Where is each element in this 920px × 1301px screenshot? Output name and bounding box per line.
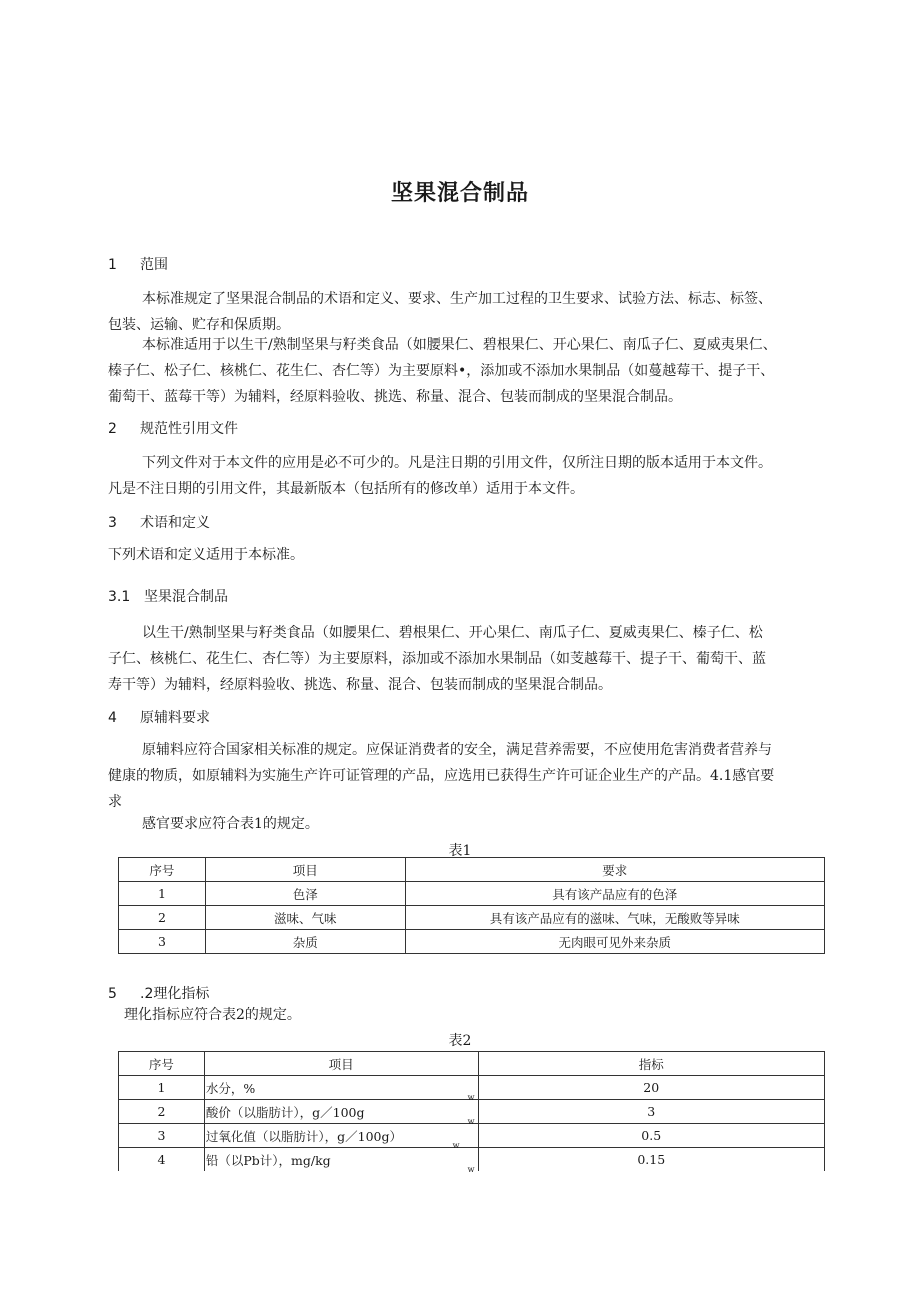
w-symbol: w [452, 1141, 460, 1150]
section-1-paragraph-2: 本标准适用于以生干/熟制坚果与籽类食品（如腰果仁、碧根果仁、开心果仁、南瓜子仁、夏威夷果仁、 榛子仁、松子仁、核桃仁、花生仁、杏仁等）为主要原料•，添加或不添加水果制品（如蔓越莓干、提子干、 葡萄干、蓝莓干等）为辅料，经原料验收、挑选、称量、混合、包装而制成的坚果混合制品。 [108, 337, 777, 405]
section-title: 坚果混合制品 [144, 589, 228, 605]
header-cell: 要求 [405, 858, 824, 882]
table-cell: 3 [119, 1124, 205, 1148]
section-1-heading [108, 254, 168, 274]
table-cell: 20 [478, 1076, 825, 1100]
section-3-1-heading [108, 586, 228, 606]
section-number: 1 [108, 257, 117, 273]
table-row [119, 1076, 825, 1100]
section-1-paragraph-1: 本标准规定了坚果混合制品的术语和定义、要求、生产加工过程的卫生要求、试验方法、标志、标签、 包装、运输、贮存和保质期。 [108, 291, 772, 333]
section-4-1-paragraph: 感官要求应符合表1的规定。 [142, 816, 319, 832]
header-cell: 序号 [119, 858, 206, 882]
section-number: 3.1 [108, 589, 131, 605]
table-cell: 2 [119, 1100, 205, 1124]
section-2-paragraph: 下列文件对于本文件的应用是必不可少的。凡是注日期的引用文件，仅所注日期的版本适用于本文件。 凡是不注日期的引用文件，其最新版本（包括所有的修改单）适用于本文件。 [108, 455, 772, 497]
header-cell: 项目 [205, 858, 405, 882]
document-title: 坚果混合制品 [390, 181, 529, 206]
section-5-paragraph: 理化指标应符合表2的规定。 [124, 1007, 301, 1023]
section-title: 术语和定义 [140, 515, 210, 531]
table-cell: 具有该产品应有的滋味、气味，无酸败等异味 [405, 906, 824, 930]
section-3-heading [108, 512, 210, 532]
table-cell: 4 [119, 1148, 205, 1172]
table-cell: 杂质 [205, 930, 405, 954]
w-symbol: w [467, 1093, 475, 1102]
table-row [119, 1148, 825, 1172]
table-cell: 1 [119, 1076, 205, 1100]
table-header-row [119, 1052, 825, 1076]
table-row [119, 882, 825, 906]
w-symbol: w [467, 1165, 475, 1174]
header-cell: 项目 [204, 1052, 478, 1076]
table-cell: 过氧化值（以脂肪计），g／100g） w [204, 1124, 478, 1148]
table-cell: 水分，% w [204, 1076, 478, 1100]
table-cell: 0.5 [478, 1124, 825, 1148]
section-5-heading [108, 983, 209, 1003]
table-cell: 酸价（以脂肪计），g／100g w [204, 1100, 478, 1124]
table-1-caption: 表1 [448, 843, 472, 859]
section-number: 5 [108, 986, 117, 1002]
section-title: 范围 [140, 257, 168, 273]
table-row [119, 906, 825, 930]
section-title: 原辅料要求 [140, 710, 210, 726]
w-symbol: w [467, 1117, 475, 1126]
section-number: 4 [108, 710, 117, 726]
table-row [119, 930, 825, 954]
header-cell: 序号 [119, 1052, 205, 1076]
section-4-heading [108, 707, 210, 727]
table-2 [118, 1051, 825, 1174]
table-cell: 0.15 [478, 1148, 825, 1172]
section-3-1-paragraph: 以生干/熟制坚果与籽类食品（如腰果仁、碧根果仁、开心果仁、南瓜子仁、夏威夷果仁、榛子仁、松 子仁、核桃仁、花生仁、杏仁等）为主要原料，添加或不添加水果制品（如芰越莓干、提子干、葡萄干、蓝 寿干等）为辅料，经原料验收、挑选、称量、混合、包装而制成的坚果混合制品。 [108, 625, 766, 693]
table-1 [118, 857, 825, 954]
table-cell: 2 [119, 906, 206, 930]
section-4-paragraph: 原辅料应符合国家相关标准的规定。应保证消费者的安全，满足营养需要，不应使用危害消费者营养与 健康的物质，如原辅料为实施生产许可证管理的产品，应选用已获得生产许可证企业生产的产品。4.1感官要 求 [108, 742, 775, 810]
table-cell: 1 [119, 882, 206, 906]
table-row [119, 1100, 825, 1124]
table-cell: 无肉眼可见外来杂质 [405, 930, 824, 954]
table-row [119, 1124, 825, 1148]
table-cell: 滋味、气味 [205, 906, 405, 930]
table-cell: 3 [478, 1100, 825, 1124]
table-cell: 3 [119, 930, 206, 954]
section-3-paragraph: 下列术语和定义适用于本标准。 [108, 547, 304, 563]
section-2-heading [108, 418, 238, 438]
table-cell: 具有该产品应有的色泽 [405, 882, 824, 906]
section-number: 3 [108, 515, 117, 531]
section-title: .2理化指标 [140, 986, 210, 1002]
section-title: 规范性引用文件 [140, 421, 238, 437]
header-cell: 指标 [478, 1052, 825, 1076]
table-2-caption: 表2 [448, 1033, 472, 1049]
table-cell: 色泽 [205, 882, 405, 906]
table-cell: 铅（以Pb计），mg/kg w [204, 1148, 478, 1172]
table-header-row [119, 858, 825, 882]
section-number: 2 [108, 421, 117, 437]
